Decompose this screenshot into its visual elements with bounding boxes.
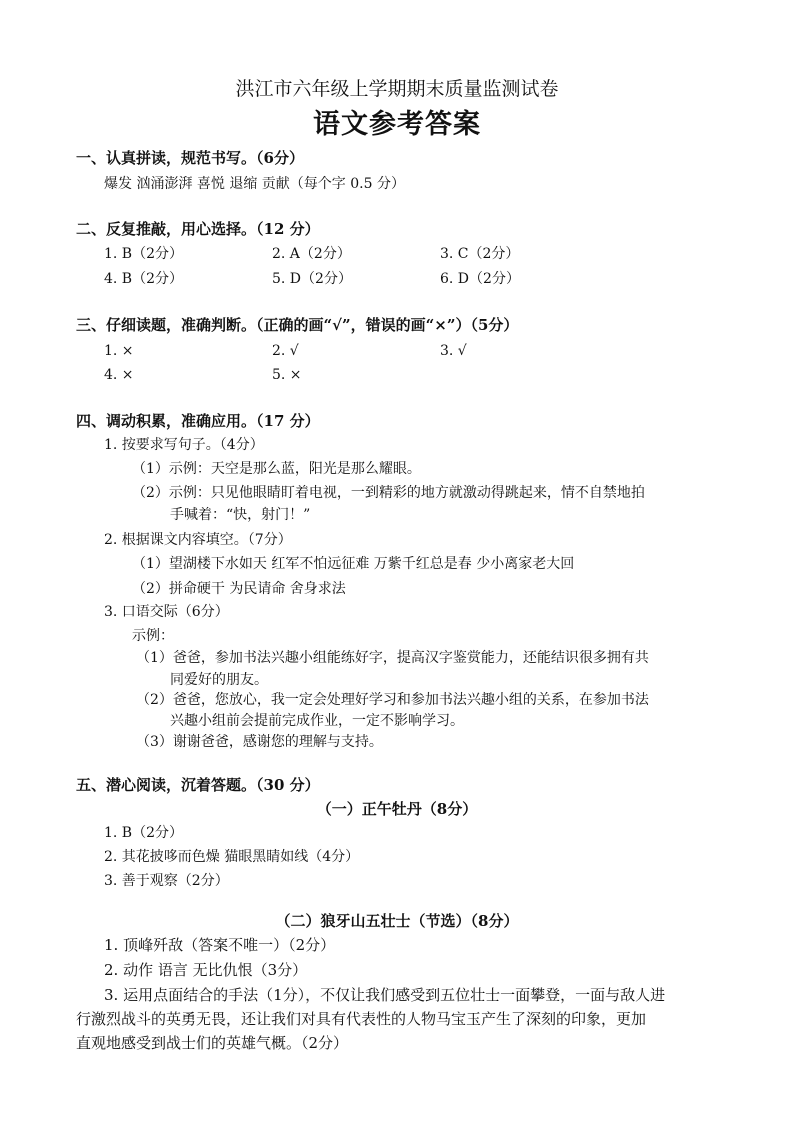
section-3-item: 4. × xyxy=(104,367,134,383)
passage-2-answer: 2. 动作 语言 无比仇恨（3分） xyxy=(104,961,308,979)
section-2-item: 5. D（2分） xyxy=(272,271,352,287)
section-5-heading: 五、潜心阅读，沉着答题。（30 分） xyxy=(76,776,320,794)
passage-1-answer: 3. 善于观察（2分） xyxy=(104,873,229,889)
answer-key-title: 语文参考答案 xyxy=(313,109,481,140)
question-4-1: 1. 按要求写句子。（4分） xyxy=(104,437,264,453)
example-label: 示例： xyxy=(132,628,174,644)
question-4-2: 2. 根据课文内容填空。（7分） xyxy=(104,532,292,548)
section-4-heading: 四、调动积累，准确应用。（17 分） xyxy=(76,412,320,430)
answer-4-1-2-cont: 手喊着：“快，射门！” xyxy=(170,507,311,523)
section-2-item: 6. D（2分） xyxy=(440,271,520,287)
answer-4-3-2-cont: 兴趣小组前会提前完成作业，一定不影响学习。 xyxy=(170,713,464,729)
section-2-item: 3. C（2分） xyxy=(440,246,520,262)
question-4-3: 3. 口语交际（6分） xyxy=(104,604,229,620)
section-2-item: 4. B（2分） xyxy=(104,271,184,287)
passage-1-answer: 2. 其花披哆而色燥 猫眼黑睛如线（4分） xyxy=(104,849,360,865)
section-3-item: 1. × xyxy=(104,343,134,359)
answer-4-1-1: （1）示例：天空是那么蓝，阳光是那么耀眼。 xyxy=(132,461,421,477)
section-2-item: 2. A（2分） xyxy=(272,246,351,262)
section-3-item: 3. √ xyxy=(440,343,467,359)
passage-1-answer: 1. B（2分） xyxy=(104,825,184,841)
exam-title: 洪江市六年级上学期期末质量监测试卷 xyxy=(235,78,559,100)
section-2-item: 1. B（2分） xyxy=(104,246,184,262)
passage-2-answer: 1. 顶峰歼敌（答案不唯一）（2分） xyxy=(104,936,336,954)
answer-4-3-2: （2）爸爸，您放心，我一定会处理好学习和参加书法兴趣小组的关系，在参加书法 xyxy=(136,692,649,708)
section-2-heading: 二、反复推敲，用心选择。（12 分） xyxy=(76,220,320,238)
section-3-heading: 三、仔细读题，准确判断。（正确的画“√”，错误的画“×”）（5分） xyxy=(76,316,519,334)
passage-2-answer-3-cont: 行激烈战斗的英勇无畏，还让我们对具有代表性的人物马宝玉产生了深刻的印象，更加 xyxy=(76,1010,647,1028)
section-1-heading: 一、认真拼读，规范书写。（6分） xyxy=(76,149,304,167)
passage-2-title: （二）狼牙山五壮士（节选）（8分） xyxy=(275,912,519,930)
answer-4-1-2: （2）示例：只见他眼睛盯着电视，一到精彩的地方就激动得跳起来，情不自禁地拍 xyxy=(132,485,645,501)
passage-2-answer-3: 3. 运用点面结合的手法（1分），不仅让我们感受到五位壮士一面攀登，一面与敌人进 xyxy=(104,986,666,1004)
answer-4-3-1: （1）爸爸，参加书法兴趣小组能练好字，提高汉字鉴赏能力，还能结识很多拥有共 xyxy=(136,650,649,666)
passage-2-answer-3-cont: 直观地感受到战士们的英雄气概。（2分） xyxy=(76,1034,349,1052)
section-3-item: 5. × xyxy=(272,367,302,383)
section-1-answer: 爆发 汹涌澎湃 喜悦 退缩 贡献（每个字 0.5 分） xyxy=(104,176,405,192)
passage-1-title: （一）正午牡丹（8分） xyxy=(316,800,478,818)
answer-4-3-3: （3）谢谢爸爸，感谢您的理解与支持。 xyxy=(136,734,383,750)
answer-4-2-2: （2）拼命硬干 为民请命 舍身求法 xyxy=(132,581,346,597)
answer-4-2-1: （1）望湖楼下水如天 红军不怕远征难 万紫千红总是春 少小离家老大回 xyxy=(132,556,575,572)
answer-4-3-1-cont: 同爱好的朋友。 xyxy=(170,672,268,688)
section-3-item: 2. √ xyxy=(272,343,299,359)
